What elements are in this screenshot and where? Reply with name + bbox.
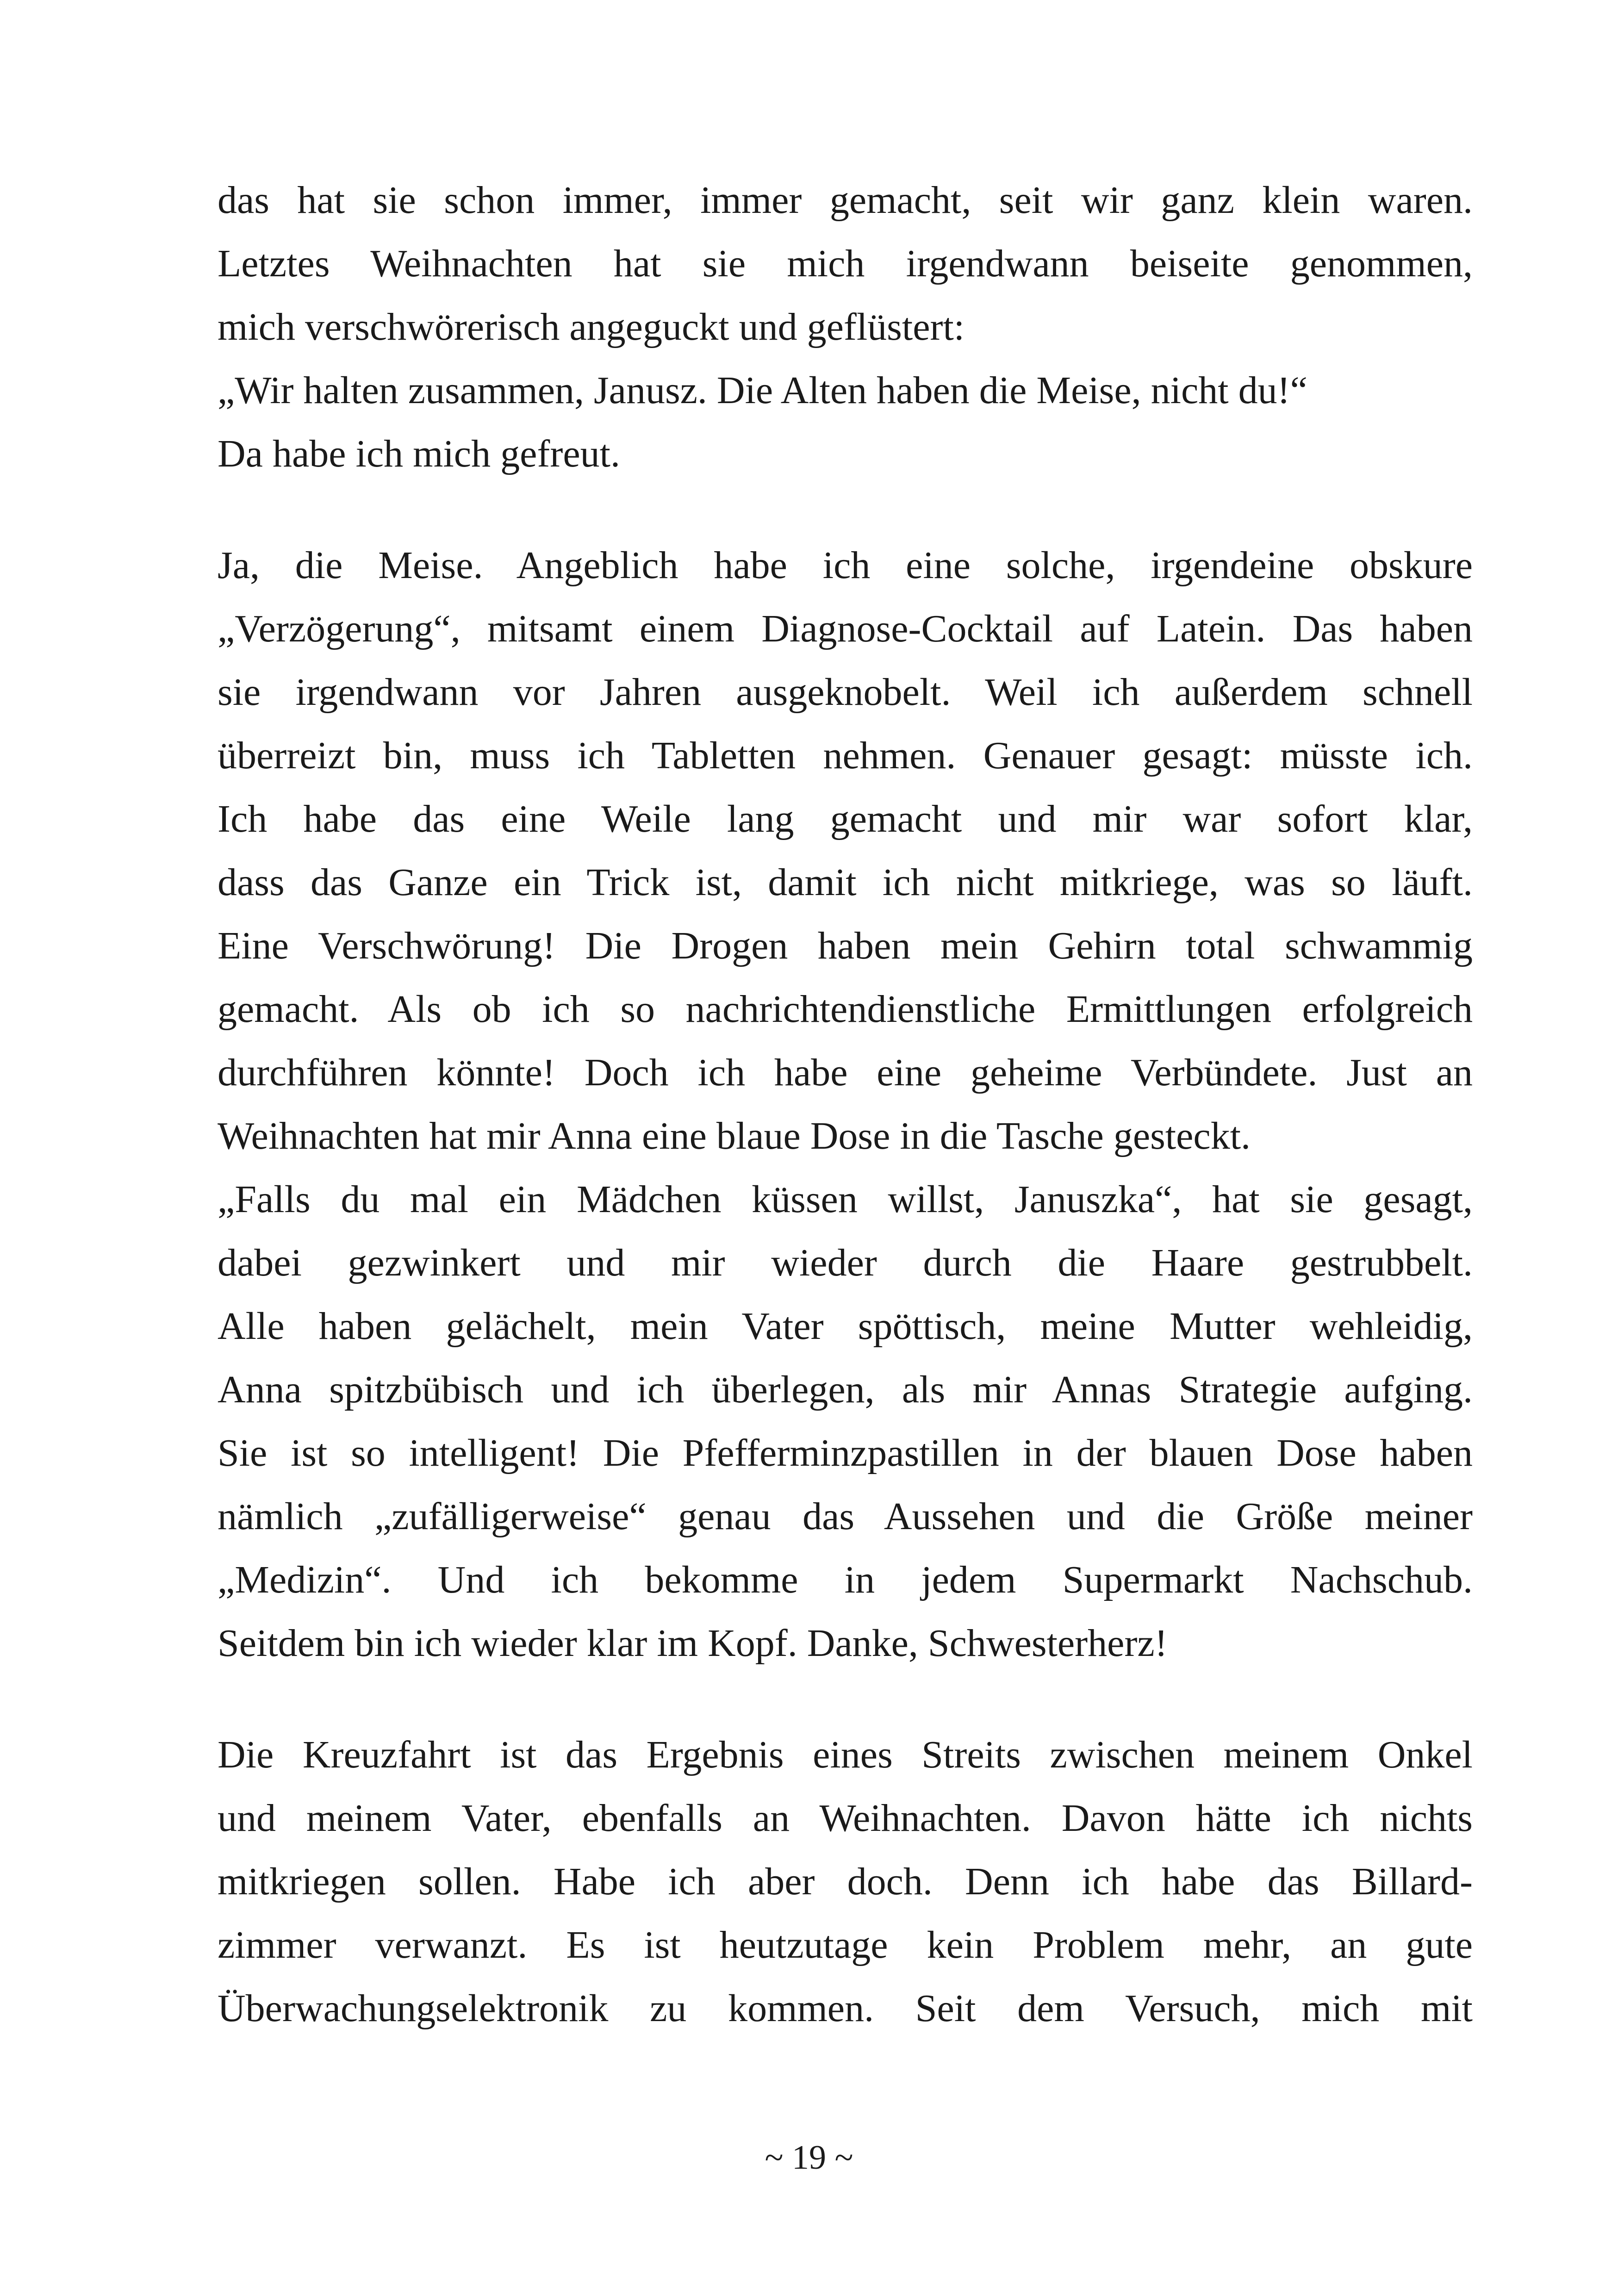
text-line: mich verschwörerisch angeguckt und geflüstert: [218, 305, 965, 348]
text-line: mitkriegen sollen. Habe ich aber doch. Denn ich habe das Billard- [218, 1860, 1473, 1903]
text-line: Eine Verschwörung! Die Drogen haben mein Gehirn total schwammig [218, 924, 1473, 967]
text-line: Da habe ich mich gefreut. [218, 432, 620, 475]
text-line: dass das Ganze ein Trick ist, damit ich nicht mitkriege, was so läuft. [218, 861, 1473, 904]
text-line: Alle haben gelächelt, mein Vater spöttisch, meine Mutter wehleidig, [218, 1305, 1473, 1348]
text-line: Überwachungselektronik zu kommen. Seit dem Versuch, mich mit [218, 1987, 1473, 2030]
page-number: ~ 19 ~ [765, 2139, 853, 2177]
text-line: nämlich „zufälligerweise“ genau das Aussehen und die Größe meiner [218, 1495, 1473, 1538]
text-line: gemacht. Als ob ich so nachrichtendienstliche Ermittlungen erfolgreich [218, 988, 1473, 1031]
text-line: „Verzögerung“, mitsamt einem Diagnose-Cocktail auf Latein. Das haben [218, 607, 1473, 650]
text-line: Sie ist so intelligent! Die Pfefferminzpastillen in der blauen Dose haben [218, 1431, 1473, 1475]
paragraph [218, 534, 1473, 1675]
body-text [218, 168, 1473, 2040]
text-line: durchführen könnte! Doch ich habe eine geheime Verbündete. Just an [218, 1051, 1473, 1094]
text-line: und meinem Vater, ebenfalls an Weihnachten. Davon hätte ich nichts [218, 1797, 1473, 1840]
text-line: das hat sie schon immer, immer gemacht, seit wir ganz klein waren. [218, 179, 1473, 222]
paragraph [218, 1723, 1473, 2040]
paragraph [218, 168, 1473, 485]
text-line: überreizt bin, muss ich Tabletten nehmen. Genauer gesagt: müsste ich. [218, 734, 1473, 777]
text-line: Anna spitzbübisch und ich überlegen, als mir Annas Strategie aufging. [218, 1368, 1473, 1411]
text-line: „Wir halten zusammen, Janusz. Die Alten haben die Meise, nicht du!“ [218, 369, 1307, 412]
text-line: Die Kreuzfahrt ist das Ergebnis eines Streits zwischen meinem Onkel [218, 1733, 1473, 1776]
text-line: Ja, die Meise. Angeblich habe ich eine solche, irgendeine obskure [218, 544, 1473, 587]
text-line: dabei gezwinkert und mir wieder durch die Haare gestrubbelt. [218, 1241, 1473, 1284]
text-line: zimmer verwanzt. Es ist heutzutage kein Problem mehr, an gute [218, 1923, 1473, 1966]
text-line: sie irgendwann vor Jahren ausgeknobelt. Weil ich außerdem schnell [218, 671, 1473, 714]
text-line: Seitdem bin ich wieder klar im Kopf. Danke, Schwesterherz! [218, 1622, 1168, 1665]
text-line: Ich habe das eine Weile lang gemacht und mir war sofort klar, [218, 797, 1473, 840]
text-line: Letztes Weihnachten hat sie mich irgendwann beiseite genommen, [218, 242, 1473, 285]
text-line: Weihnachten hat mir Anna eine blaue Dose in die Tasche gesteckt. [218, 1114, 1251, 1157]
text-line: „Medizin“. Und ich bekomme in jedem Supermarkt Nachschub. [218, 1558, 1473, 1601]
text-line: „Falls du mal ein Mädchen küssen willst, Januszka“, hat sie gesagt, [218, 1178, 1473, 1221]
